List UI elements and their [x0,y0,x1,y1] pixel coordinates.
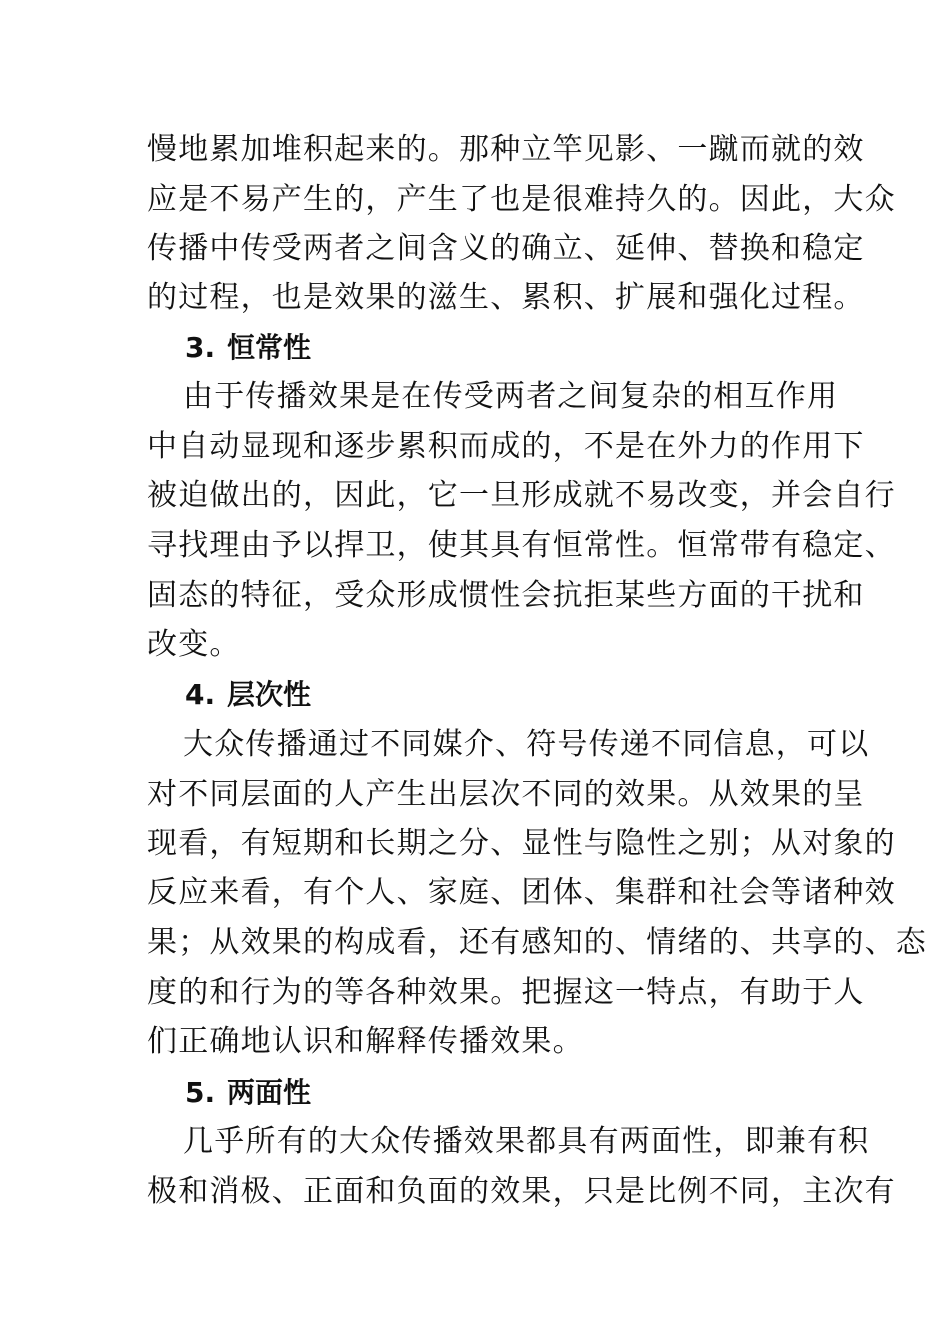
paragraph-line: 度的和行为的等各种效果。把握这一特点，有助于人 [147,975,865,1010]
paragraph-line: 果；从效果的构成看，还有感知的、情绪的、共享的、态 [147,925,927,960]
paragraph-line: 寻找理由予以捍卫，使其具有恒常性。恒常带有稳定、 [147,528,896,563]
paragraph-line: 应是不易产生的，产生了也是很难持久的。因此，大众 [147,182,896,217]
paragraph-line: 固态的特征，受众形成惯性会抗拒某些方面的干扰和 [147,578,865,613]
paragraph-line: 被迫做出的，因此，它一旦形成就不易改变，并会自行 [147,478,896,513]
paragraph-line: 极和消极、正面和负面的效果，只是比例不同，主次有 [147,1174,896,1209]
paragraph-line: 现看，有短期和长期之分、显性与隐性之别；从对象的 [147,826,896,861]
paragraph-line: 大众传播通过不同媒介、符号传递不同信息，可以 [183,727,870,762]
paragraph-line: 中自动显现和逐步累积而成的，不是在外力的作用下 [147,429,865,464]
paragraph-line: 传播中传受两者之间含义的确立、延伸、替换和稳定 [147,231,865,266]
paragraph-line: 对不同层面的人产生出层次不同的效果。从效果的呈 [147,777,865,812]
paragraph-line: 的过程，也是效果的滋生、累积、扩展和强化过程。 [147,280,865,315]
paragraph-line: 改变。 [147,627,241,662]
section-number: 3. [185,331,216,364]
section-heading-3 [185,323,311,373]
section-title: 两面性 [227,1076,312,1109]
section-title: 层次性 [227,678,312,711]
paragraph-line: 慢地累加堆积起来的。那种立竿见影、一蹴而就的效 [147,132,865,167]
paragraph-line: 由于传播效果是在传受两者之间复杂的相互作用 [183,379,839,414]
section-heading-5 [185,1068,311,1118]
paragraph-line: 们正确地认识和解释传播效果。 [147,1024,584,1059]
section-number: 5. [185,1076,216,1109]
section-number: 4. [185,678,216,711]
section-title: 恒常性 [227,331,312,364]
section-heading-4 [185,670,311,720]
paragraph-line: 反应来看，有个人、家庭、团体、集群和社会等诸种效 [147,875,896,910]
paragraph-line: 几乎所有的大众传播效果都具有两面性，即兼有积 [183,1124,870,1159]
